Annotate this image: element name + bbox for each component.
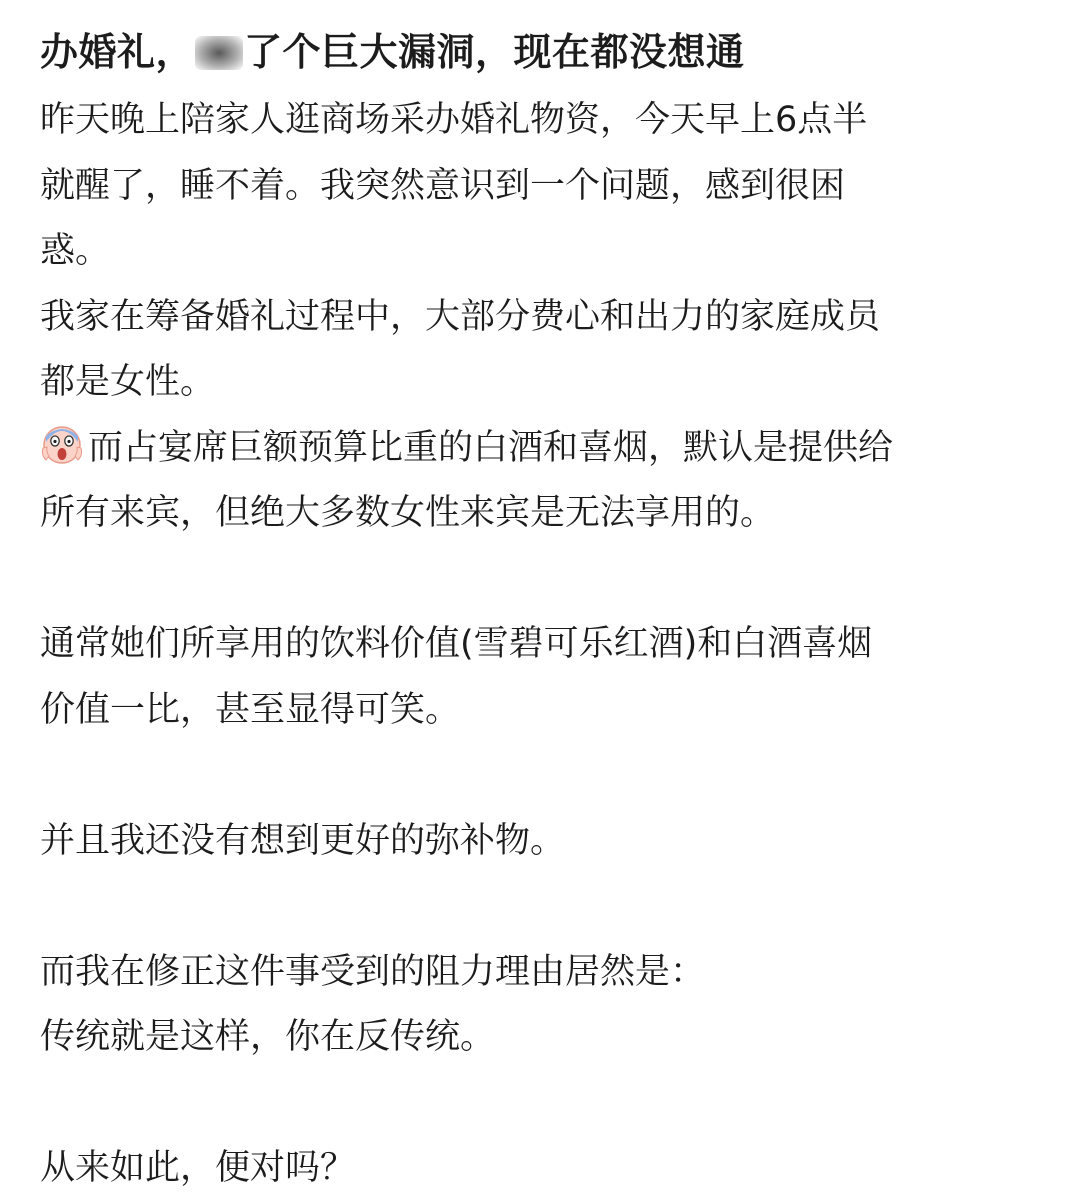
title-part-2: 了个巨大漏洞，现在都没想通	[244, 30, 745, 74]
title-part-1: 办婚礼，	[40, 30, 195, 74]
post	[40, 22, 1040, 1202]
body-line: 都是女性。	[40, 362, 216, 402]
body-line: 所有来宾，但绝大多数女性来宾是无法享用的。	[40, 493, 776, 533]
paragraph-gap	[40, 1071, 1040, 1137]
body-line: 价值一比，甚至显得可笑。	[40, 689, 461, 730]
body-line: 从来如此，便对吗？	[40, 1148, 356, 1188]
body-line: 传统就是这样，你在反传统。	[40, 1017, 496, 1057]
post-body	[40, 88, 1040, 1202]
body-line-with-emoji	[40, 416, 1040, 482]
paragraph-gap	[40, 547, 1040, 613]
body-line: 昨天晚上陪家人逛商场采办婚礼物资，今天早上6点半	[40, 100, 868, 140]
body-line-text: 而占宴席巨额预算比重的白酒和喜烟，默认是提供给	[88, 427, 894, 468]
body-line: 惑。	[40, 231, 111, 271]
body-line: 而我在修正这件事受到的阻力理由居然是：	[40, 951, 706, 992]
paragraph-gap	[40, 743, 1040, 809]
body-line: 并且我还没有想到更好的弥补物。	[40, 820, 566, 861]
post-title	[40, 22, 1040, 82]
body-line: 就醒了，睡不着。我突然意识到一个问题，感到很困	[40, 165, 846, 206]
screaming-face-icon	[40, 422, 84, 466]
paragraph-gap	[40, 874, 1040, 940]
body-line: 通常她们所享用的饮料价值(雪碧可乐红酒)和白酒喜烟	[40, 624, 873, 664]
redacted-blur	[195, 36, 243, 70]
body-line: 我家在筹备婚礼过程中，大部分费心和出力的家庭成员	[40, 296, 881, 337]
